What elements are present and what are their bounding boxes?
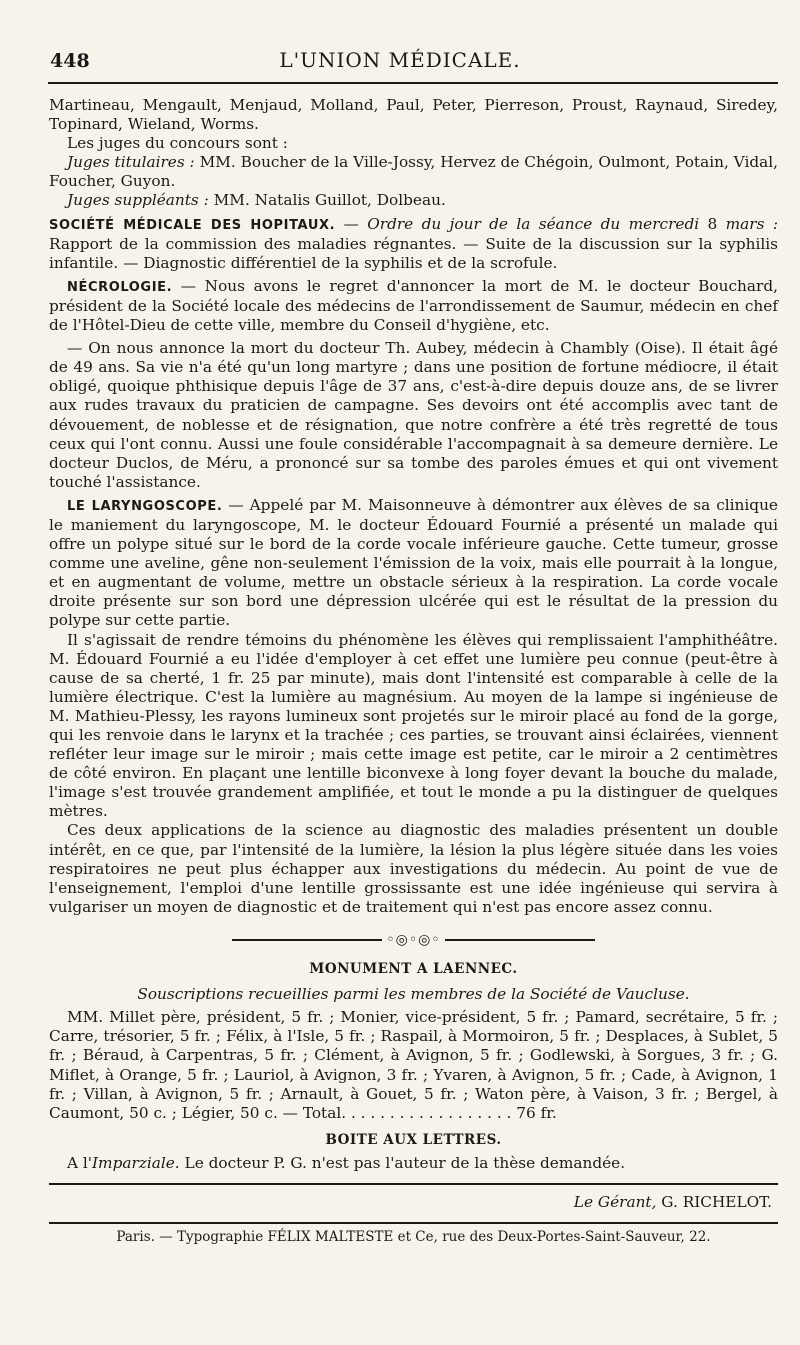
article-body [49,96,778,1247]
societe-text: Rapport de la commission des maladies régnantes. — Suite de la discussion sur la syphilis infantile. — Diagnostic différentiel de la syphilis et de la scrofule. [49,234,778,272]
section-divider [49,931,778,950]
boite-prefix: A l' [67,1153,93,1172]
monument-subtitle: Souscriptions recueillies parmi les membres de la Société de Vaucluse. [137,985,690,1004]
printer-imprint: Paris. — Typographie FÉLIX MALTESTE et Ce, rue des Deux-Portes-Saint-Sauveur, 22. [116,1229,711,1246]
boite-title: BOITE AUX LETTRES. [325,1131,502,1148]
paragraph-candidates: Martineau, Mengault, Menjaud, Molland, Paul, Peter, Pierreson, Proust, Raynaud, Siredey, Topinard, Wieland, Worms. [49,96,778,134]
page-header [46,46,754,80]
monument-title: MONUMENT A LAENNEC. [309,961,518,978]
monument-subscriptions: MM. Millet père, président, 5 fr. ; Monier, vice-président, 5 fr. ; Pamard, secrétaire, 5 fr. ; Carre, trésorier, 5 fr. ; Félix, à l'Isle, 5 fr. ; Raspail, à Mormoiron, 5 fr. ; Desplaces, à Sublet, 5 fr. ; Béraud, à Carpentras, 5 fr. ; Clément, à Avignon, 5 fr. ; Godlewski, à Sorgues, 3 fr. ; G. Miflet, à Orange, 5 fr. ; Lauriol, à Avignon, 3 fr. ; Yvaren, à Avignon, 5 fr. ; Cade, à Avignon, 1 fr. ; Villan, à Avignon, 5 fr. ; Arnault, à Gouet, 5 fr. ; Waton père, à Vaison, 3 fr. ; Bergel, à Caumont, 50 c. ; Légier, 50 c. — Total. . . . . . . . . . . . . . . . . . 76 fr. [49,1008,778,1122]
juges-suppleants-label: Juges suppléants : [67,191,209,210]
paragraph-juges-intro: Les juges du concours sont : [67,134,288,153]
paragraph-aubey: — On nous annonce la mort du docteur Th. Aubey, médecin à Chambly (Oise). Il était âgé de 49 ans. Sa vie n'a été qu'un long martyre ; dans une position de fortune médiocre, il était obligé, quoique phthisique depuis l'âge de 37 ans, c'est-à-dire depuis douze ans, de se livrer aux rudes travaux du praticien de campagne. Ses devoirs ont été accomplis avec tant de dévouement, de noblesse et de résignation, que notre confrère a été très regretté de tous ceux qui l'ont connu. Aussi une foule considérable l'accompagnait à sa demeure dernière. Le docteur Duclos, de Méru, a prononcé sur sa tombe des paroles émues et qui ont vivement touché l'assistance. [49,339,778,491]
date-month: mars : [725,214,778,233]
page-number: 448 [50,50,90,72]
section-head-societe: SOCIÉTÉ MÉDICALE DES HOPITAUX. [49,217,336,233]
paragraph-laryngoscope [49,496,778,631]
paragraph-societe-medicale [49,215,778,273]
footer-rule [49,1183,778,1185]
section-head-necrologie: NÉCROLOGIE. [67,279,173,295]
paragraph-juges-titulaires [49,153,778,191]
boite-text [49,1154,778,1173]
gerant-name: G. RICHELOT. [656,1192,772,1211]
paragraph-necrologie [49,277,778,335]
imprint-rule [49,1222,778,1224]
ordre-du-jour: Ordre du jour de la séance du mercredi [367,214,700,233]
gerant-signature [49,1193,778,1212]
divider-line-right [445,939,595,941]
gerant-label: Le Gérant, [573,1192,657,1211]
boite-imparziale: Imparziale. [92,1153,180,1172]
paragraph-fournie: Il s'agissait de rendre témoins du phénomène les élèves qui remplissaient l'amphithéâtre. M. Édouard Fournié a eu l'idée d'employer à cet effet une lumière peu connue (peut-être à cause de sa cherté, 1 fr. 25 par minute), mais dont l'intensité est comparable à celle de la lumière électrique. C'est la lumière au magnésium. Au moyen de la lampe si ingénieuse de M. Mathieu-Plessy, les rayons lumineux sont projetés sur le miroir placé au fond de la gorge, qui les renvoie dans le larynx et la trachée ; ces parties, se trouvant ainsi éclairées, viennent refléter leur image sur le miroir ; mais cette image est petite, car le miroir a 2 centimètres de côté environ. En plaçant une lentille biconvexe à long foyer devant la bouche du malade, l'image s'est trouvée grandement amplifiée, et tout le monde a pu la distinguer de quelques mètres. [49,630,778,821]
juges-titulaires-label: Juges titulaires : [67,153,195,172]
paragraph-juges-suppleants [49,191,778,210]
boite-body: Le docteur P. G. n'est pas l'auteur de la thèse demandée. [179,1153,626,1172]
divider-line-left [232,939,382,941]
dash: — [335,214,368,233]
laryngoscope-text: — Appelé par M. Maisonneuve à démontrer aux élèves de sa clinique le maniement du laryngoscope, M. le docteur Édouard Fournié a présenté un malade qui offre un polype situé sur le bord de la corde vocale inférieure gauche. Cette tumeur, grosse comme une aveline, gêne non-seulement l'émission de la voix, mais elle pourrait à la longue, et en augmentant de volume, mettre un obstacle sérieux à la respiration. La corde vocale droite présente sur son bord une dépression ulcérée qui est le résultat de la pression du polype sur cette partie. [49,495,778,630]
journal-title: L'UNION MÉDICALE. [279,48,521,72]
date-number: 8 [699,214,726,233]
juges-titulaires-text: MM. Boucher de la Ville-Jossy, Hervez de Chégoin, Oulmont, Potain, Vidal, Foucher, Guyon. [49,153,779,191]
divider-ornament: ◦◎◦◎◦ [386,931,441,948]
juges-suppleants-text: MM. Natalis Guillot, Dolbeau. [208,191,446,210]
section-head-laryngoscope: LE LARYNGOSCOPE. [67,498,223,514]
necrologie-text: — Nous avons le regret d'annoncer la mort de M. le docteur Bouchard, président de la Société locale des médecins de l'arrondissement de Saumur, médecin en chef de l'Hôtel-Dieu de cette ville, membre du Conseil d'hygiène, etc. [49,276,778,335]
paragraph-applications: Ces deux applications de la science au diagnostic des maladies présentent un double intérêt, en ce que, par l'intensité de la lumière, la lésion la plus légère située dans les voies respiratoires ne peut plus échapper aux investigations du médecin. Au point de vue de l'enseignement, l'emploi d'une lentille grossissante est une idée ingénieuse qui servira à vulgariser un moyen de diagnostic et de traitement qui n'est pas encore assez connu. [49,821,778,916]
header-rule [48,82,778,84]
